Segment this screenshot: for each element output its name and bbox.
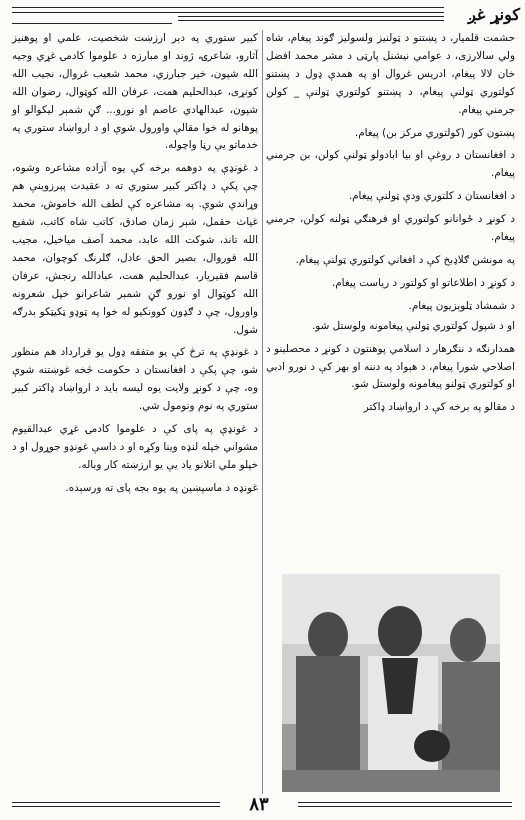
paragraph: د غونډې په پای کې د علوموا کادمۍ غړي عبدالقيوم مشواني خپله لنډه وينا وکړه او د داسې غونډو جوړول او د خپلو ملي اتلانو ياد يې يو ارزښته کار وباله. <box>12 423 258 471</box>
footer-rule <box>298 802 512 803</box>
article-column-left <box>12 30 258 503</box>
paragraph: همدارنګه د ننګرهار د اسلامي پوهنتون د کونړ د محصلينو د اصلاحي شورا پيغام، د هېواد په دننه او بهر کې د نورو ادبي او کولتوري ټولنو پيغامونه ولوستل شو. <box>266 342 515 391</box>
page-number: ۸۳ <box>249 794 269 815</box>
paragraph: د شمشاد ټلوېزيون پيغام. <box>408 299 515 312</box>
header-rule <box>12 23 172 24</box>
header-rule <box>12 7 444 8</box>
paragraph: د کونړ د ځوانانو کولتوري او فرهنګي ټولنه کولن، جرمني پيغام. <box>266 213 515 244</box>
paragraph: غونډه د ماسپښين په يوه بجه پای ته ورسېده. <box>65 481 258 494</box>
footer-rule <box>298 806 512 807</box>
paragraph: د افغانستان د کلتوري ودې ټولنې پيغام. <box>348 190 515 203</box>
paragraph: د کونړ د اطلاعاتو او کولتور د رياست پيغام. <box>331 276 515 289</box>
column-divider <box>262 30 263 794</box>
header-rule <box>178 20 444 21</box>
paragraph: په مونشن ګلاډبخ کې د افغاني کولتوري ټولنې پيغام. <box>295 253 515 266</box>
paragraph: پښتون کور (کولتوري مرکز بن) پيغام. <box>354 126 515 139</box>
paragraph: د مقالو په برخه کې د ارواښاد ډاکتر <box>363 401 515 414</box>
magazine-title: کونړ غږ <box>468 5 520 24</box>
paragraph: د افغانستان د روغې او بيا ابادولو ټولنې کولن، بن جرمني پيغام. <box>266 149 515 180</box>
paragraph: او د شپول کولتوري ټولنې پيغامونه ولوستل شو. <box>311 319 515 332</box>
header-rule <box>12 12 444 13</box>
header-rule <box>178 16 444 17</box>
paragraph: د غونډې په دوهمه برخه کې يوه آزاده مشاعره وشوه، چې پکې د ډاکتر کبير ستوري ته د عقيدت پېرزوينې هم وړاندې شوې. په مشاعره کې لطف الله خاموش، محمد غياث حقمل، شېر زمان صادق، کاتب شاه کاتب، شفيع الله تاند، شوکت الله عابد، محمد آصف مياخيل، مجيب الله قوروال، بصير الحق عادل، ګلرنګ کوچوان، محمد قاسم فقيريار، عبدالحليم همت، عبادالله رنجش، عرفان الله کوټوال او نورو ګڼ شمېر شاعرانو خپل شعرونه واورول، چې د ګډون کوونکيو له خوا په ټوډو ټکيټکو بدرګه شول. <box>12 162 258 336</box>
article-column-right <box>266 30 515 422</box>
footer-rule <box>12 806 220 807</box>
paragraph: حشمت قلمیار، د پښتنو د ټولنيز ولسوليز ګوند پيغام، شاه ولي سالارزی، د عوامي نيشنل پارټی د مشر محمد افضل خان لالا پيغام، ادريس غروال او په همدې ډول د پښتنو کولتوري ټولنې پيغام، د پښتنو کولتوري ټولنې _ کولن جرمني پيغام. <box>266 32 515 116</box>
paragraph: کبير ستوري په دېر ارزښت شخصيت، علمي او پوهنيز آثارو، شاعرۍ، ژوند او مبارزه د علوموا کادمۍ غړي وجيه الله شپون، خير جبارزي، محمد شعيب غروال، نجيب الله کونړی، عبدالحليم همت، عرفان الله کوټوال، رضوان الله شپون، عبدالهادي عاصم او نورو... ګڼ شمېر ليکوالو او پوهانو له خوا مقالې واورول شوې او د ارواښاد ستوري په خدماتو يې رڼا واچوله. <box>12 32 258 152</box>
footer-rule <box>12 802 220 803</box>
event-photo <box>282 574 500 792</box>
paragraph: د غونډې په ترڅ کې يو متفقه ډول يو قرارداد هم منظور شو، چې پکې د افغانستان د حکومت څخه غوښتنه شوې وه، چې د کونړ ولايت يوه ليسه بايد د ارواښاد ډاکتر کبير ستوري په نوم ونومول شي. <box>12 346 258 413</box>
